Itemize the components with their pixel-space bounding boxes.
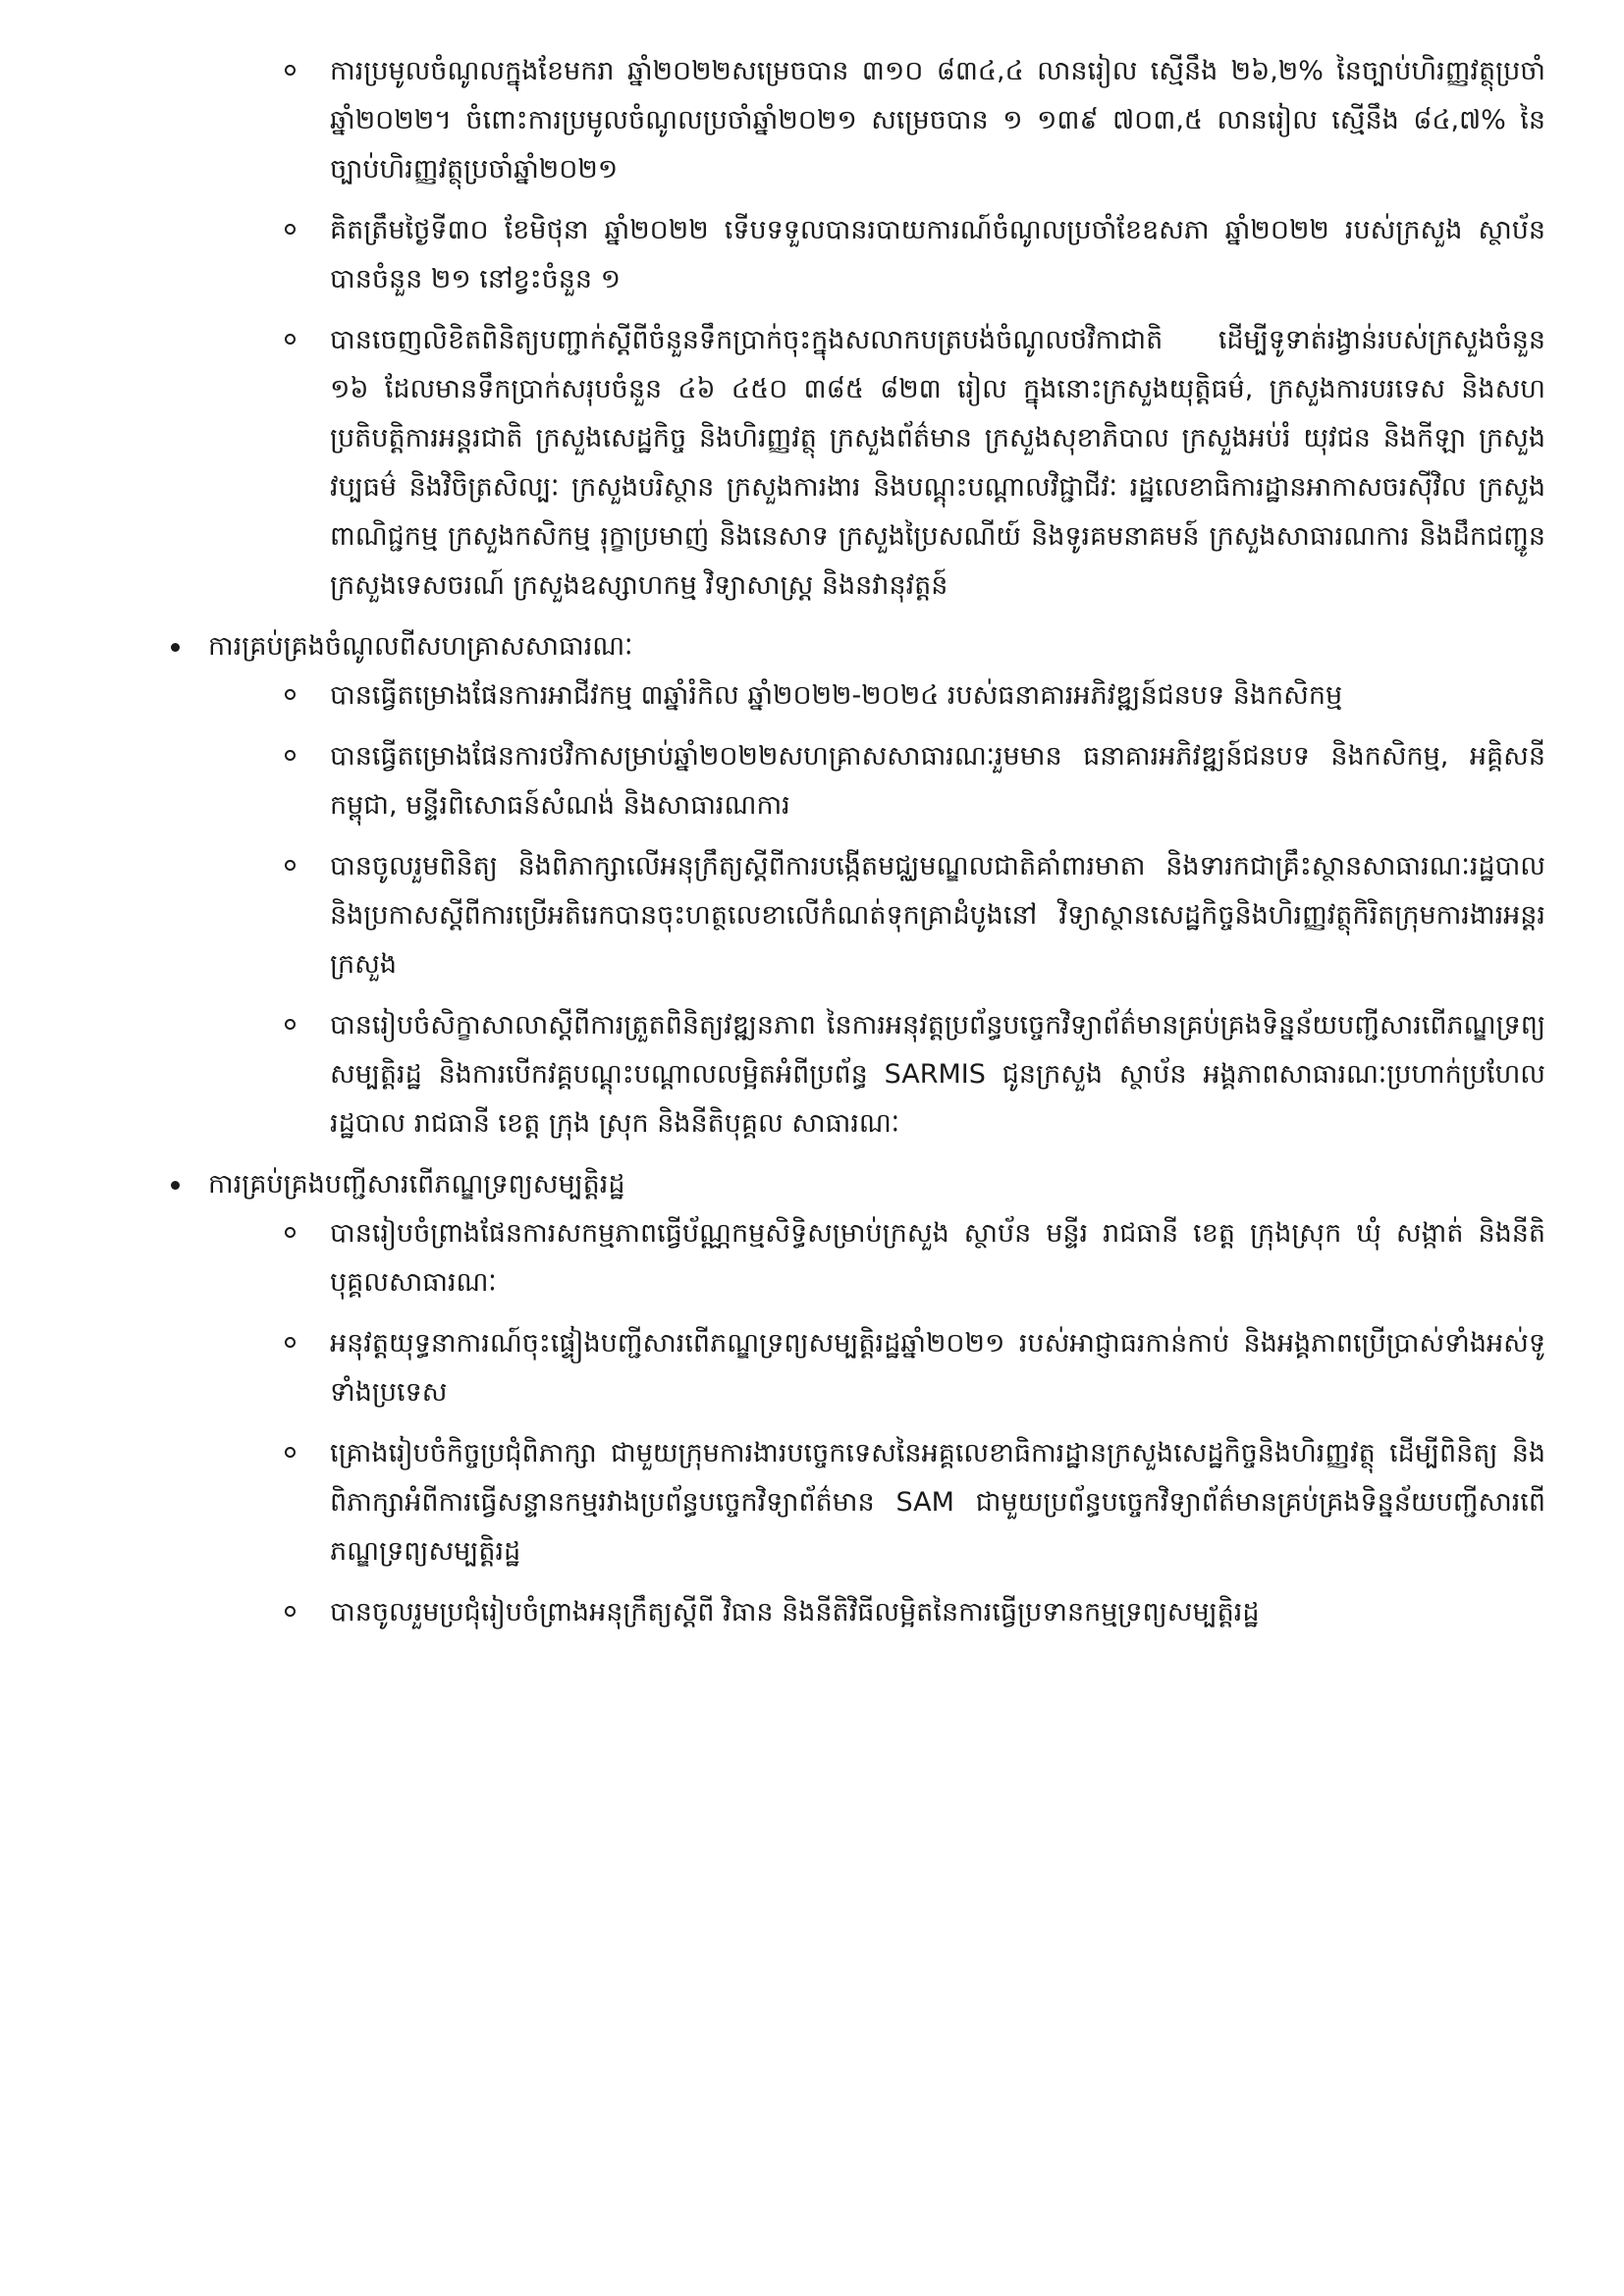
circle-bullet-icon [285, 65, 296, 76]
list-item-text: បានចូលរួមប្រជុំរៀបចំព្រាងអនុក្រឹត្យស្តីពី វិធាន និងនីតិវិធីលម្អិតនៃការធ្វើប្រទានកម្មទ្រព្យសម្បត្តិរដ្ឋ [330, 1597, 1260, 1628]
list-item [330, 47, 1545, 194]
sub-list [330, 47, 1545, 611]
list-item-text: គ្រោងរៀបចំកិច្ចប្រជុំពិភាក្សា ជាមួយក្រុមការងារបច្ចេកទេសនៃអគ្គលេខាធិការដ្ឋានក្រសួងសេដ្ឋកិច្ចនិងហិរញ្ញវត្ថុ ដើម្បីពិនិត្យ និងពិភាក្សាអំពីការធ្វើសន្ទានកម្មរវាងប្រព័ន្ធបច្ចេកវិទ្យាព័ត៌មាន SAM ជាមួយប្រព័ន្ធបច្ចេកវិទ្យាព័ត៌មានគ្រប់គ្រងទិន្នន័យបញ្ជីសារពើភណ្ឌទ្រព្យសម្បត្តិរដ្ឋ [330, 1438, 1545, 1567]
section-state-property-inventory [208, 1160, 1545, 1637]
circle-bullet-icon [285, 860, 296, 871]
circle-bullet-icon [285, 1447, 296, 1458]
circle-bullet-icon [285, 1606, 296, 1617]
section-list [208, 47, 1545, 1637]
list-item-text: ការប្រមូលចំណូលក្នុងខែមករា ឆ្នាំ២០២២សម្រេចបាន ៣១០ ៨៣៤,៤ លានរៀល ស្មើនឹង ២៦,២% នៃច្បាប់ហិរញ្ញវត្ថុប្រចាំឆ្នាំ២០២២។ ចំពោះការប្រមូលចំណូលប្រចាំឆ្នាំ២០២១ សម្រេចបាន ១ ១៣៩ ៧០៣,៥ លានរៀល ស្មើនឹង ៨៤,៧% នៃច្បាប់ហិរញ្ញវត្ថុប្រចាំឆ្នាំ២០២១ [330, 56, 1545, 185]
list-item [330, 1319, 1545, 1417]
list-item-text: បានរៀបចំព្រាងផែនការសកម្មភាពធ្វើប័ណ្ណកម្មសិទ្ធិសម្រាប់ក្រសួង ស្ថាប័ន មន្ទីរ រាជធានី ខេត្ត ក្រុងស្រុក ឃុំ សង្កាត់ និងនីតិបុគ្គលសាធារណៈ [330, 1218, 1545, 1298]
list-item-text: បានរៀបចំសិក្ខាសាលាស្តីពីការត្រួតពិនិត្យវឌ្ឍនភាព នៃការអនុវត្តប្រព័ន្ធបច្ចេកវិទ្យាព័ត៌មានគ្រប់គ្រងទិន្នន័យបញ្ជីសារពើភណ្ឌទ្រព្យសម្បត្តិរដ្ឋ និងការបើកវគ្គបណ្តុះបណ្តាលលម្អិតអំពីប្រព័ន្ធ SARMIS ជូនក្រសួង ស្ថាប័ន អង្គភាពសាធារណៈប្រហាក់ប្រហែល រដ្ឋបាល រាជធានី ខេត្ត ក្រុង ស្រុក និងនីតិបុគ្គល សាធារណៈ [330, 1010, 1545, 1139]
circle-bullet-icon [285, 750, 296, 761]
circle-bullet-icon [285, 1019, 296, 1030]
list-item-text: បានចេញលិខិតពិនិត្យបញ្ជាក់ស្តីពីចំនួនទឹកប្រាក់ចុះក្នុងសលាកបត្របង់ចំណូលថវិកាជាតិ ដើម្បីទូទាត់រង្វាន់របស់ក្រសួងចំនួន ១៦ ដែលមានទឹកប្រាក់សរុបចំនួន ៤៦ ៤៥០ ៣៨៥ ៨២៣ រៀល ក្នុងនោះក្រសួងយុត្តិធម៌, ក្រសួងការបរទេស និងសហប្រតិបត្តិការអន្តរជាតិ ក្រសួងសេដ្ឋកិច្ច និងហិរញ្ញវត្ថុ ក្រសួងព័ត៌មាន ក្រសួងសុខាភិបាល ក្រសួងអប់រំ យុវជន និងកីឡា ក្រសួងវប្បធម៌ និងវិចិត្រសិល្បៈ ក្រសួងបរិស្ថាន ក្រសួងការងារ និងបណ្តុះបណ្តាលវិជ្ជាជីវៈ រដ្ឋលេខាធិការដ្ឋានអាកាសចរស៊ីវិល ក្រសួងពាណិជ្ជកម្ម ក្រសួងកសិកម្ម រុក្ខាប្រមាញ់ និងនេសាទ ក្រសួងប្រៃសណីយ៍ និងទូរគមនាគមន៍ ក្រសួងសាធារណការ និងដឹកជញ្ជូន ក្រសួងទេសចរណ៍ ក្រសួងឧស្សាហកម្ម វិទ្យាសាស្ត្រ និងនវានុវត្តន៍ [330, 325, 1545, 601]
list-item [330, 316, 1545, 611]
list-item [330, 206, 1545, 304]
list-item [330, 732, 1545, 830]
section-heading [208, 622, 1545, 671]
disc-bullet-icon [171, 643, 180, 652]
list-item-text: បានធ្វើតម្រោងផែនការថវិកាសម្រាប់ឆ្នាំ២០២២សហគ្រាសសាធារណៈរួមមាន ធនាគារអភិវឌ្ឍន៍ជនបទ និងកសិកម្ម, អគ្គិសនីកម្ពុជា, មន្ទីរពិសោធន៍សំណង់ និងសាធារណការ [330, 741, 1545, 821]
section-public-enterprise-revenue [208, 622, 1545, 1148]
disc-bullet-icon [171, 1181, 180, 1190]
section-heading [208, 1160, 1545, 1209]
list-item-text: បានចូលរួមពិនិត្យ និងពិភាក្សាលើអនុក្រឹត្យស្តីពីការបង្កើតមជ្ឈមណ្ឌលជាតិគាំពារមាតា និងទារកជាគ្រឹះស្ថានសាធារណៈរដ្ឋបាលនិងប្រកាសស្តីពីការប្រើអតិរេកបានចុះហត្ថលេខាលើកំណត់ទុកគ្រាដំបូងនៅ វិទ្យាស្ថានសេដ្ឋកិច្ចនិងហិរញ្ញវត្ថុកិរិតក្រុមការងារអន្តរក្រសួង [330, 851, 1545, 980]
sub-list [330, 1209, 1545, 1637]
sub-list [330, 671, 1545, 1148]
section-heading-text: ការគ្រប់គ្រងចំណូលពីសហគ្រាសសាធារណៈ [208, 631, 633, 662]
circle-bullet-icon [285, 224, 296, 235]
circle-bullet-icon [285, 1227, 296, 1238]
list-item [330, 671, 1545, 721]
section-continuation [208, 47, 1545, 611]
list-item-text: គិតត្រឹមថ្ងៃទី៣០ ខែមិថុនា ឆ្នាំ២០២២ ទើបទទួលបានរបាយការណ៍ចំណូលប្រចាំខែឧសភា ឆ្នាំ២០២២ របស់ក្រសួង ស្ថាប័ន បានចំនួន ២១ នៅខ្វះចំនួន ១ [330, 215, 1545, 294]
list-item [330, 842, 1545, 989]
circle-bullet-icon [285, 1337, 296, 1348]
list-item-text: អនុវត្តយុទ្ធនាការណ៍ចុះផ្ទៀងបញ្ជីសារពើភណ្ឌទ្រព្យសម្បត្តិរដ្ឋឆ្នាំ២០២១ របស់អាជ្ញាធរកាន់កាប់ និងអង្គភាពប្រើប្រាស់ទាំងអស់ទូទាំងប្រទេស [330, 1328, 1545, 1408]
list-item-text: បានធ្វើតម្រោងផែនការអាជីវកម្ម ៣ឆ្នាំរំកិល ឆ្នាំ២០២២-២០២៤ របស់ធនាគារអភិវឌ្ឍន៍ជនបទ និងកសិកម្ម [330, 680, 1343, 711]
list-item [330, 1001, 1545, 1148]
list-item [330, 1588, 1545, 1637]
list-item [330, 1429, 1545, 1576]
list-item [330, 1209, 1545, 1308]
circle-bullet-icon [285, 334, 296, 345]
circle-bullet-icon [285, 689, 296, 700]
section-heading-text: ការគ្រប់គ្រងបញ្ជីសារពើភណ្ឌទ្រព្យសម្បត្តិរដ្ឋ [208, 1169, 625, 1200]
